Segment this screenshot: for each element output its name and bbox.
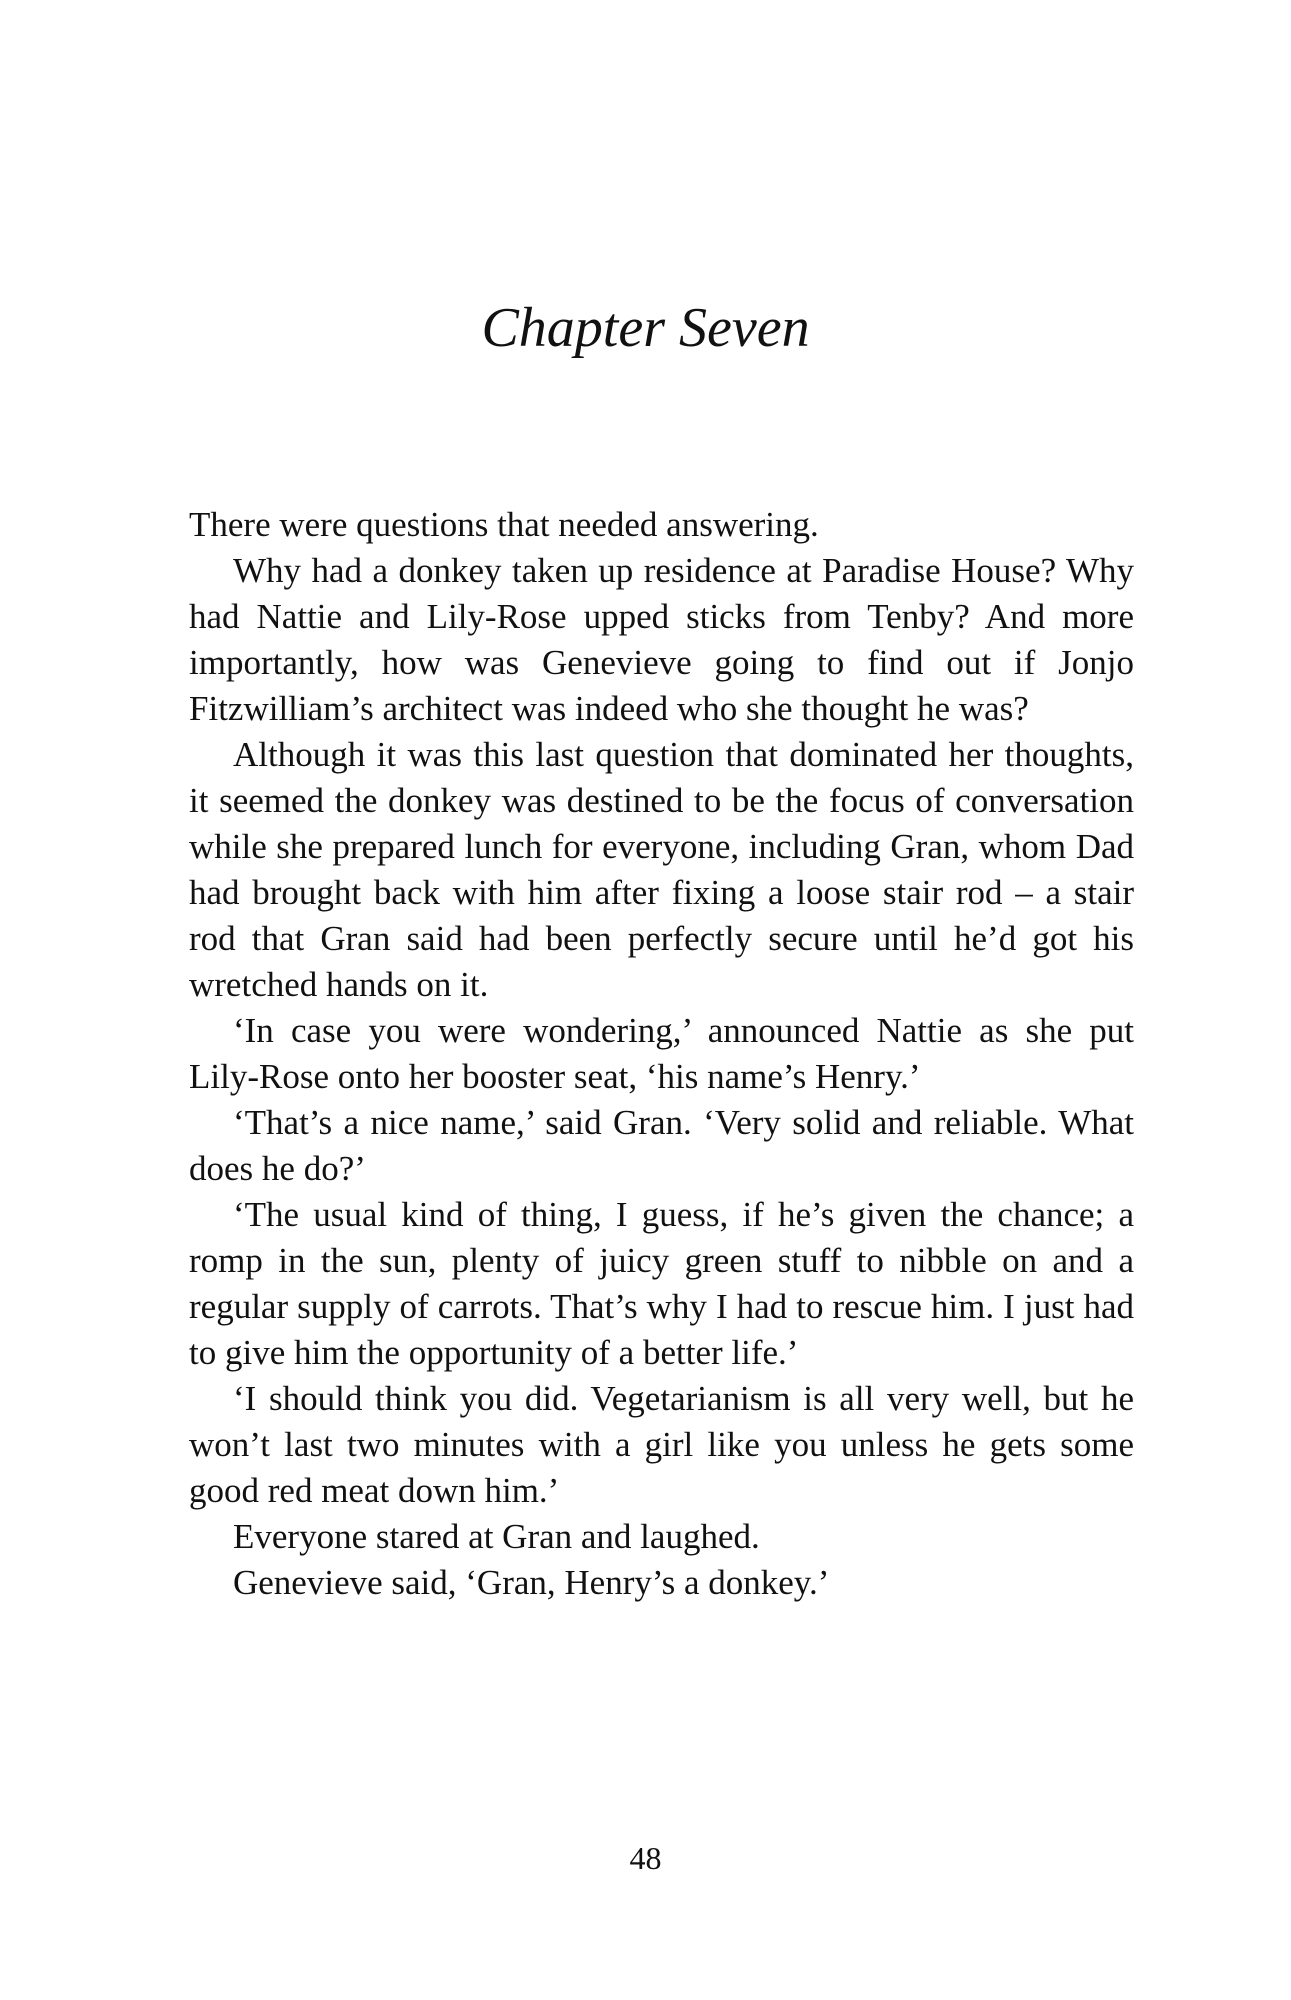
- paragraph: ‘The usual kind of thing, I guess, if he’s given the chance; a romp in the sun, plenty of juicy green stuff to nibble on and a regular supply of carrots. That’s why I had to rescue him. I just had to give him the opportunity of a better life.’: [189, 1195, 1134, 1372]
- paragraph: ‘I should think you did. Vegetarianism is all very well, but he won’t last two minutes with a girl like you unless he gets some good red meat down him.’: [189, 1379, 1134, 1510]
- paragraph: Why had a donkey taken up residence at Paradise House? Why had Nattie and Lily-Rose upped sticks from Tenby? And more importantly, how was Genevieve going to find out if Jonjo Fitzwilliam’s architect was indeed who she thought he was?: [189, 551, 1134, 728]
- paragraph: Although it was this last question that dominated her thoughts, it seemed the donkey was destined to be the focus of conversation while she prepared lunch for everyone, including Gran, whom Dad had brought back with him after fixing a loose stair rod – a stair rod that Gran said had been perfectly secure until he’d got his wretched hands on it.: [189, 735, 1134, 1004]
- page-number: 48: [629, 1840, 662, 1876]
- paragraph: There were questions that needed answering.: [189, 505, 819, 544]
- chapter-title: Chapter Seven: [481, 297, 810, 359]
- paragraph: Genevieve said, ‘Gran, Henry’s a donkey.’: [233, 1563, 830, 1602]
- paragraph: ‘In case you were wondering,’ announced Nattie as she put Lily-Rose onto her booster seat, ‘his name’s Henry.’: [189, 1011, 1134, 1096]
- paragraph: Everyone stared at Gran and laughed.: [233, 1517, 760, 1556]
- chapter-body: [189, 502, 1134, 1606]
- paragraph: ‘That’s a nice name,’ said Gran. ‘Very solid and reliable. What does he do?’: [189, 1103, 1134, 1188]
